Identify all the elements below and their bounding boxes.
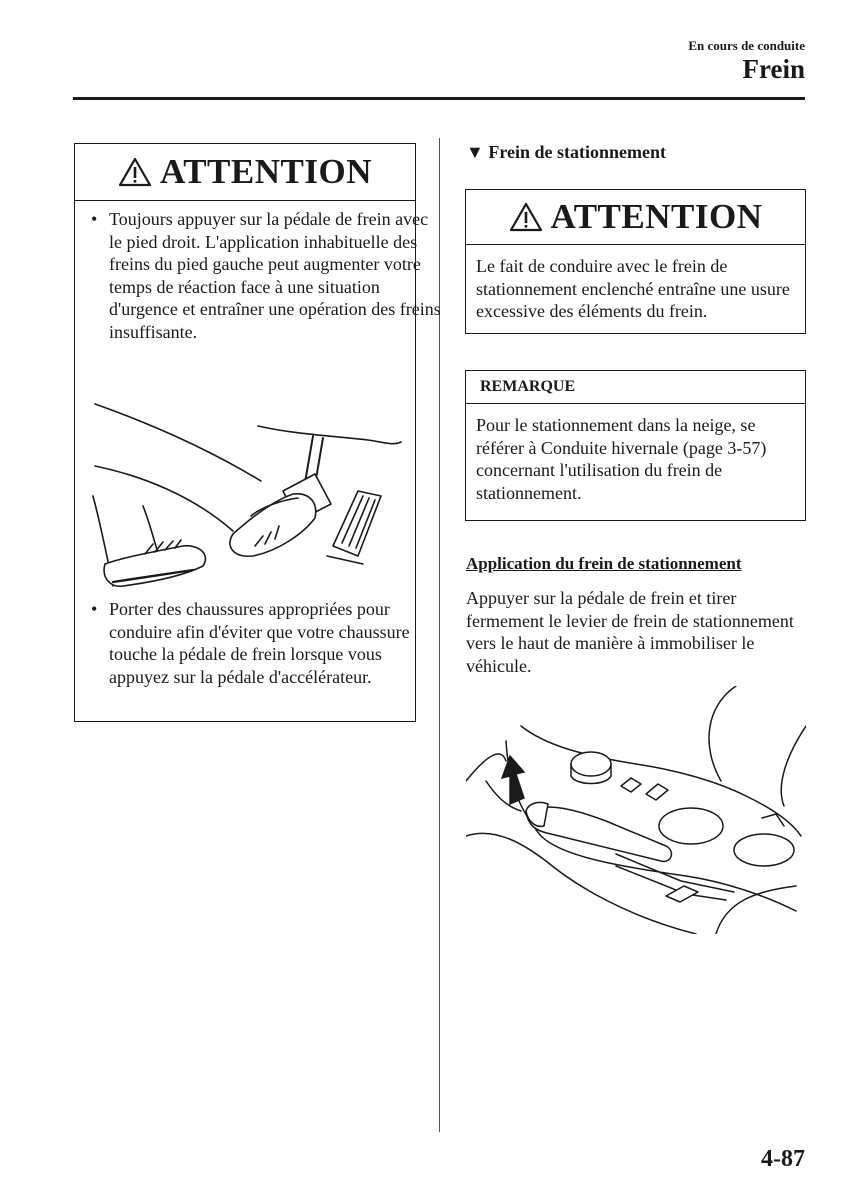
page-number: 4-87: [761, 1146, 805, 1172]
attention-title: ATTENTION: [550, 197, 763, 236]
attention-bullet: [75, 208, 444, 343]
attention-box-left: [74, 143, 441, 722]
bullet-marker: •: [91, 599, 98, 619]
warning-triangle-icon: [509, 202, 543, 232]
remarque-text: Pour le stationnement dans la neige, se référer à Conduite hivernale (page 3-57) concernant l'utilisation du frein de stationnement.: [476, 415, 767, 503]
attention-box-right: [465, 189, 806, 334]
page-title: Frein: [742, 54, 805, 84]
up-arrow-icon: [502, 756, 524, 804]
bullet-text: Toujours appuyer sur la pédale de frein avec le pied droit. L'application inhabituelle des freins du pied gauche peut augmenter votre temps de réaction face à une situation d'urgence et entraîner une opération des freins insuffisante.: [109, 209, 441, 342]
warning-triangle-icon: [118, 157, 152, 187]
bullet-marker: •: [91, 209, 98, 229]
attention-header: [466, 190, 805, 245]
triangle-down-marker: ▼: [466, 142, 484, 162]
application-text: Appuyer sur la pédale de frein et tirer fermement le levier de frein de stationnement vers le haut de manière à immobiliser le véhicule.: [466, 588, 794, 676]
remarque-box: [465, 370, 806, 521]
header-rule: [73, 97, 805, 100]
attention-bullet: [75, 598, 444, 688]
bullet-text: Porter des chaussures appropriées pour conduire afin d'éviter que votre chaussure touche la pédale de frein lorsque vous appuyez sur la pédale d'accélérateur.: [109, 599, 410, 687]
application-heading: Application du frein de stationnement: [466, 554, 742, 573]
remarque-title: REMARQUE: [466, 371, 805, 404]
attention-title: ATTENTION: [160, 152, 372, 191]
section-subheading: [466, 142, 666, 163]
section-title: En cours de conduite: [688, 38, 805, 53]
subheading-text: Frein de stationnement: [488, 142, 666, 162]
pedal-illustration: [83, 396, 408, 596]
parking-brake-illustration: [466, 686, 806, 934]
attention-text: Le fait de conduire avec le frein de stationnement enclenché entraîne une usure excessive des éléments du frein.: [476, 256, 790, 321]
attention-header: [75, 144, 415, 201]
